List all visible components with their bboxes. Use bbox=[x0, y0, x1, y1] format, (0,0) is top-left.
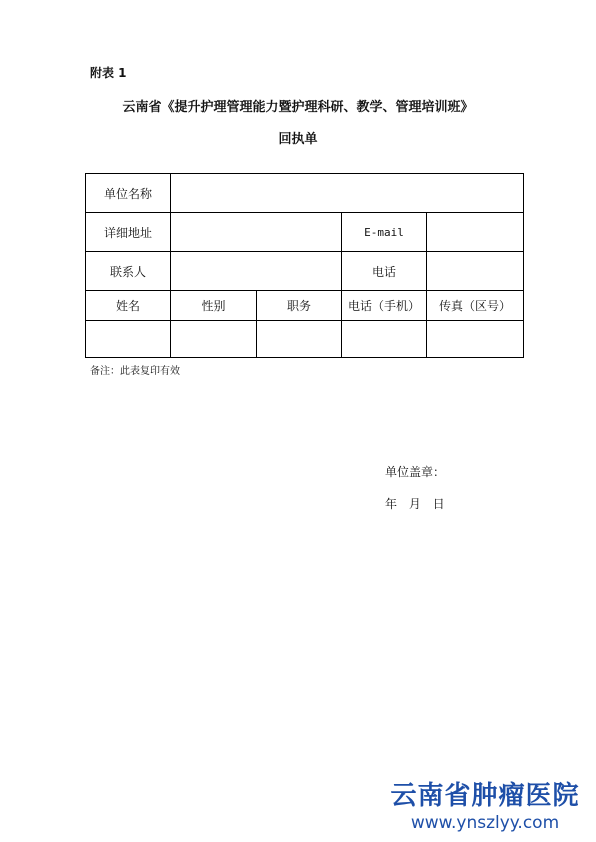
attachment-label: 附表 1 bbox=[90, 66, 127, 80]
hospital-watermark bbox=[380, 780, 590, 834]
column-header-position: 职务 bbox=[257, 291, 342, 321]
unit-name-label: 单位名称 bbox=[86, 174, 171, 213]
stamp-label: 单位盖章： bbox=[385, 465, 446, 479]
column-header-gender: 性别 bbox=[171, 291, 257, 321]
name-cell[interactable] bbox=[86, 321, 171, 358]
column-header-name: 姓名 bbox=[86, 291, 171, 321]
mobile-cell[interactable] bbox=[342, 321, 427, 358]
table-row bbox=[86, 252, 524, 291]
phone-field[interactable] bbox=[427, 252, 524, 291]
document-subtitle: 回执单 bbox=[278, 132, 318, 147]
position-cell[interactable] bbox=[257, 321, 342, 358]
phone-label: 电话 bbox=[342, 252, 427, 291]
reply-form-table bbox=[85, 173, 524, 358]
contact-label: 联系人 bbox=[86, 252, 171, 291]
contact-field[interactable] bbox=[171, 252, 342, 291]
email-field[interactable] bbox=[427, 213, 524, 252]
table-row bbox=[86, 291, 524, 321]
table-row bbox=[86, 213, 524, 252]
unit-name-field[interactable] bbox=[171, 174, 524, 213]
gender-cell[interactable] bbox=[171, 321, 257, 358]
document-title: 云南省《提升护理管理能力暨护理科研、教学、管理培训班》 bbox=[122, 100, 474, 115]
hospital-url: www.ynszlyy.com bbox=[410, 813, 560, 833]
email-label: E-mail bbox=[342, 213, 427, 252]
column-header-mobile: 电话（手机） bbox=[342, 291, 427, 321]
fax-cell[interactable] bbox=[427, 321, 524, 358]
address-field[interactable] bbox=[171, 213, 342, 252]
column-header-fax: 传真（区号） bbox=[427, 291, 524, 321]
table-row bbox=[86, 321, 524, 358]
address-label: 详细地址 bbox=[86, 213, 171, 252]
table-row bbox=[86, 174, 524, 213]
note-text: 备注：此表复印有效 bbox=[90, 366, 180, 377]
hospital-name: 云南省肿瘤医院 bbox=[390, 781, 580, 811]
date-label: 年 月 日 bbox=[385, 497, 445, 511]
